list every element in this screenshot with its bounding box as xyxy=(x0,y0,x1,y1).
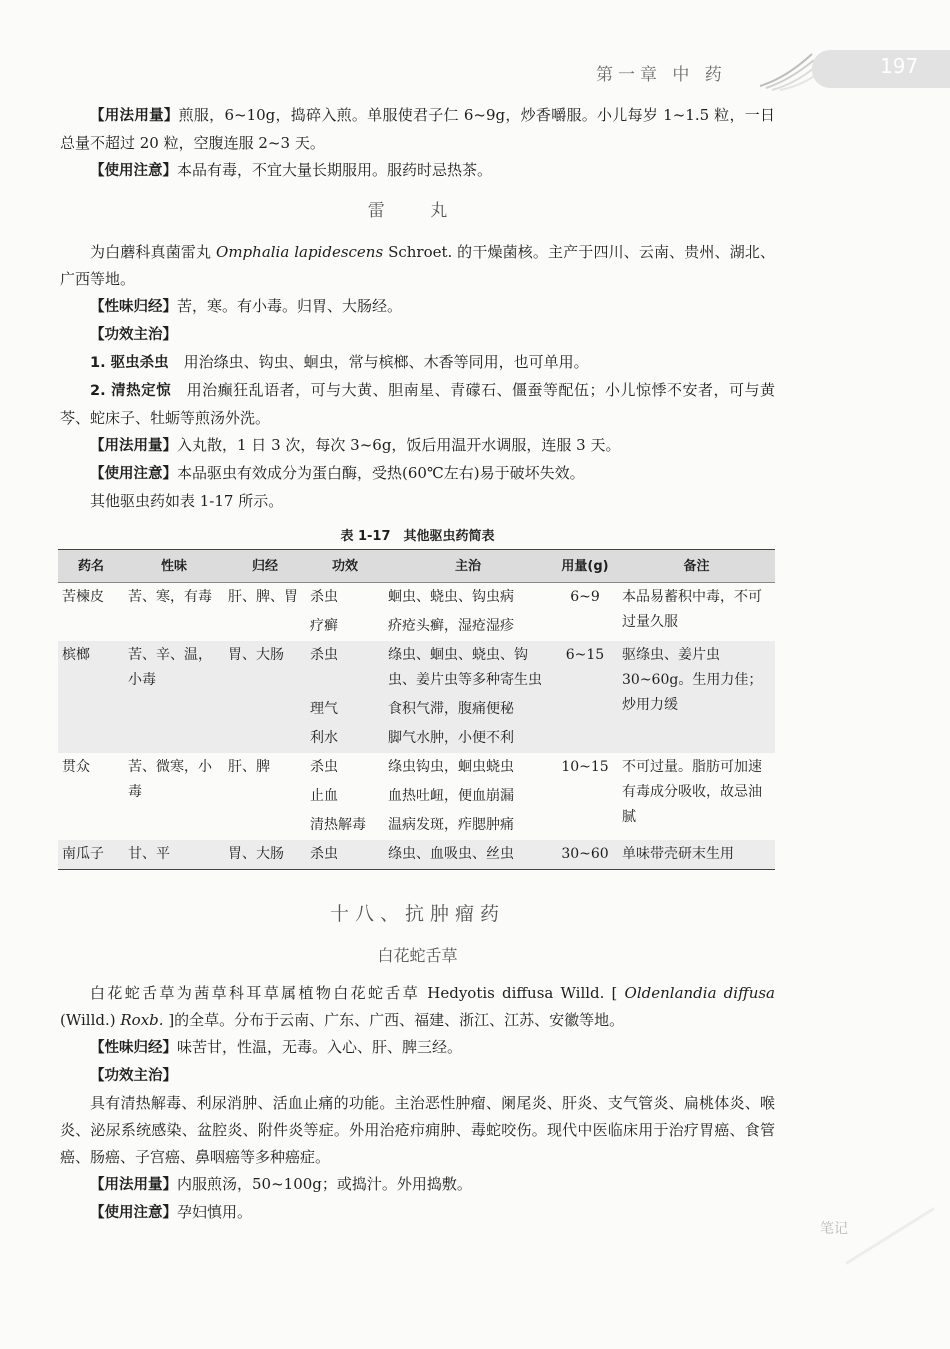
leiwan-gongxiao-heading: 【功效主治】 xyxy=(90,327,177,343)
notes-pen-stroke xyxy=(845,1207,935,1265)
notes-label: 笔记 xyxy=(820,1221,848,1237)
table-row: 南瓜子 甘、平 胃、大肠 杀虫 绦虫、血吸虫、丝虫 30~60 单味带壳研末生用 xyxy=(58,840,775,870)
herb-title-baihua: 白花蛇舌草 xyxy=(377,946,458,965)
table-row: 贯众 苦、微寒，小毒 肝、脾 杀虫 绦虫钩虫，蛔虫蛲虫 10~15 不可过量。脂肪可加速有毒成分吸收，故忌油腻 xyxy=(62,759,762,825)
table-row: 止血 血热吐衄，便血崩漏 xyxy=(310,788,514,804)
table-reference: 其他驱虫药如表 1-17 所示。 xyxy=(90,492,284,510)
column-header: 功效 xyxy=(306,550,384,583)
usage-paragraph: 【用法用量】煎服，6~10g，捣碎入煎。单服使君子仁 6~9g，炒香嚼服。小儿每岁 1~1.5 粒，一日总量不超过 20 粒，空腹连服 2~3 天。 xyxy=(60,106,775,152)
table-header-row xyxy=(58,550,775,583)
column-header: 用量(g) xyxy=(552,550,618,583)
column-header: 药名 xyxy=(58,550,124,583)
page-content xyxy=(60,102,775,1227)
baihua-intro: 白花蛇舌草为茜草科耳草属植物白花蛇舌草 Hedyotis diffusa Willd. [ Oldenlandia diffusa (Willd.) Roxb. ]的全草。分布于云南、广东、广西、福建、浙江、江苏、安徽等地。 xyxy=(60,984,775,1029)
table-row: 利水 脚气水肿，小便不利 xyxy=(58,724,775,753)
baihua-caution: 【使用注意】孕妇慎用。 xyxy=(90,1203,253,1221)
leiwan-usage: 【用法用量】入丸散，1 日 3 次，每次 3~6g，饭后用温开水调服，连服 3 天。 xyxy=(90,436,621,454)
leiwan-item-2: 2. 清热定惊 用治癫狂乱语者，可与大黄、胆南星、青礞石、僵蚕等配伍；小儿惊悸不安者，可与黄芩、蛇床子、牡蛎等煎汤外洗。 xyxy=(60,381,775,427)
column-header: 主治 xyxy=(384,550,552,583)
table-row: 苦楝皮 苦、寒，有毒 肝、脾、胃 杀虫 蛔虫、蛲虫、钩虫病 6~9 本品易蓄积中毒，不可过量久服 xyxy=(62,589,762,630)
anthelmintic-table xyxy=(58,549,775,870)
table-row: 疗癣 疥疮头癣，湿疮湿疹 xyxy=(310,618,514,634)
baihua-usage: 【用法用量】内服煎汤，50~100g；或捣汁。外用捣敷。 xyxy=(90,1175,472,1193)
table-row: 槟榔 苦、辛、温，小毒 胃、大肠 杀虫 绦虫、蛔虫、蛲虫、钩虫、姜片虫等多种寄生虫 6~15 驱绦虫、姜片虫 30~60g。生用力佳；炒用力缓 xyxy=(58,641,775,695)
table-row: 理气 食积气滞，腹痛便秘 xyxy=(58,695,775,724)
leiwan-item-1: 1. 驱虫杀虫 用治绦虫、钩虫、蛔虫，常与槟榔、木香等同用，也可单用。 xyxy=(90,353,589,371)
column-header: 性味 xyxy=(124,550,224,583)
table-row: 清热解毒 温病发斑，痄腮肿痛 xyxy=(310,817,514,833)
leiwan-intro: 为白蘑科真菌雷丸 Omphalia lapidescens Schroet. 的干燥菌核。主产于四川、云南、贵州、湖北、广西等地。 xyxy=(60,243,775,288)
leiwan-caution: 【使用注意】本品驱虫有效成分为蛋白酶，受热(60℃左右)易于破坏失效。 xyxy=(90,464,585,482)
baihua-gongxiao-heading: 【功效主治】 xyxy=(90,1068,177,1084)
baihua-xingwei: 【性味归经】味苦甘，性温，无毒。入心、肝、脾三经。 xyxy=(90,1038,463,1056)
column-header: 归经 xyxy=(224,550,306,583)
swirl-logo-icon xyxy=(756,48,816,92)
table-caption: 表 1-17 其他驱虫药简表 xyxy=(340,529,495,544)
baihua-gongxiao-text: 具有清热解毒、利尿消肿、活血止痛的功能。主治恶性肿瘤、阑尾炎、肝炎、支气管炎、扁桃体炎、喉炎、泌尿系统感染、盆腔炎、附件炎等症。外用治疮疖痈肿、毒蛇咬伤。现代中医临床用于治疗胃癌、食管癌、肠癌、子宫癌、鼻咽癌等多种癌症。 xyxy=(60,1094,775,1166)
section-title-antitumor: 十八、抗肿瘤药 xyxy=(329,903,505,925)
herb-title-leiwan: 雷 丸 xyxy=(367,201,468,221)
page-number: 197 xyxy=(880,54,919,78)
column-header: 备注 xyxy=(618,550,775,583)
chapter-title: 第一章 中 药 xyxy=(596,65,727,85)
leiwan-xingwei: 【性味归经】苦，寒。有小毒。归胃、大肠经。 xyxy=(90,297,403,315)
caution-paragraph: 【使用注意】本品有毒，不宜大量长期服用。服药时忌热茶。 xyxy=(90,161,493,179)
page-header xyxy=(0,48,950,98)
